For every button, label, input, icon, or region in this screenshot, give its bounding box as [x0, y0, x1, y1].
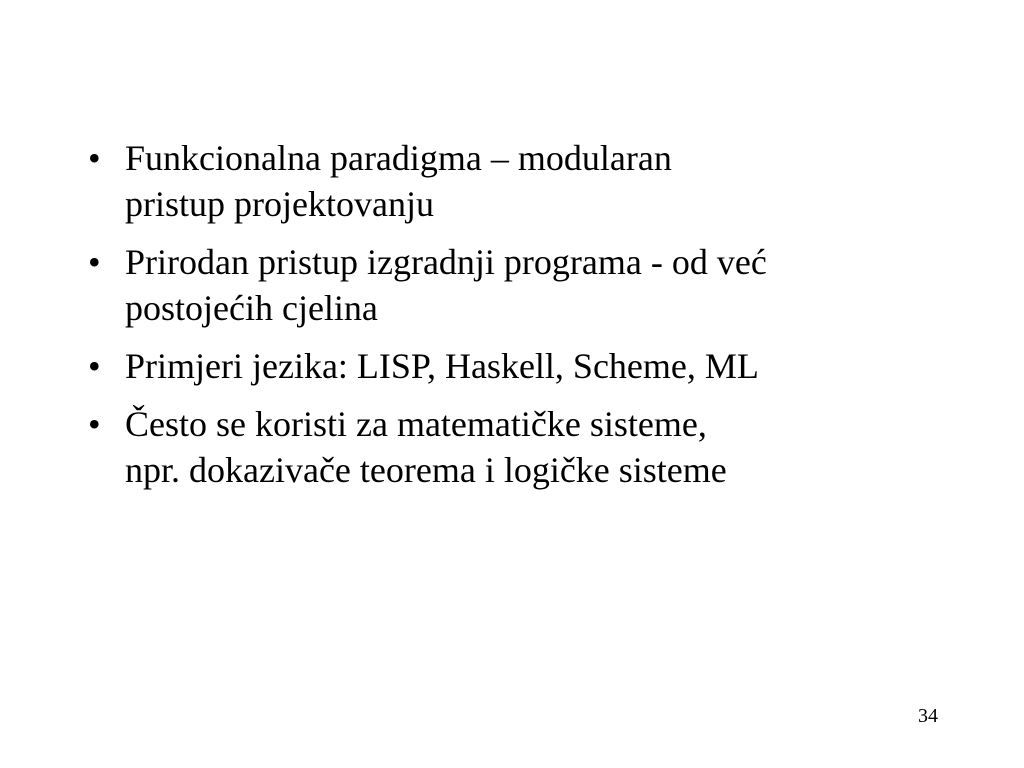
bullet-text-line: npr. dokazivače teorema i logičke sisteme: [125, 450, 727, 490]
page-number: 34: [918, 705, 938, 727]
bullet-icon: •: [88, 138, 101, 178]
bullet-list: [88, 135, 968, 505]
bullet-icon: •: [88, 346, 101, 386]
bullet-item-math-systems: [88, 401, 968, 493]
bullet-item-natural-approach: [88, 239, 968, 331]
bullet-text-line: Često se koristi za matematičke sisteme,: [125, 404, 707, 444]
bullet-text-line: postojećih cjelina: [125, 288, 378, 328]
bullet-item-language-examples: [88, 343, 968, 389]
bullet-text-line: pristup projektovanju: [125, 184, 434, 224]
bullet-text-line: Prirodan pristup izgradnji programa - od već: [125, 242, 767, 282]
bullet-text-line: Primjeri jezika: LISP, Haskell, Scheme, ML: [125, 346, 759, 386]
bullet-item-functional-paradigm: [88, 135, 968, 227]
bullet-text-line: Funkcionalna paradigma – modularan: [125, 138, 672, 178]
bullet-icon: •: [88, 242, 101, 282]
bullet-icon: •: [88, 404, 101, 444]
